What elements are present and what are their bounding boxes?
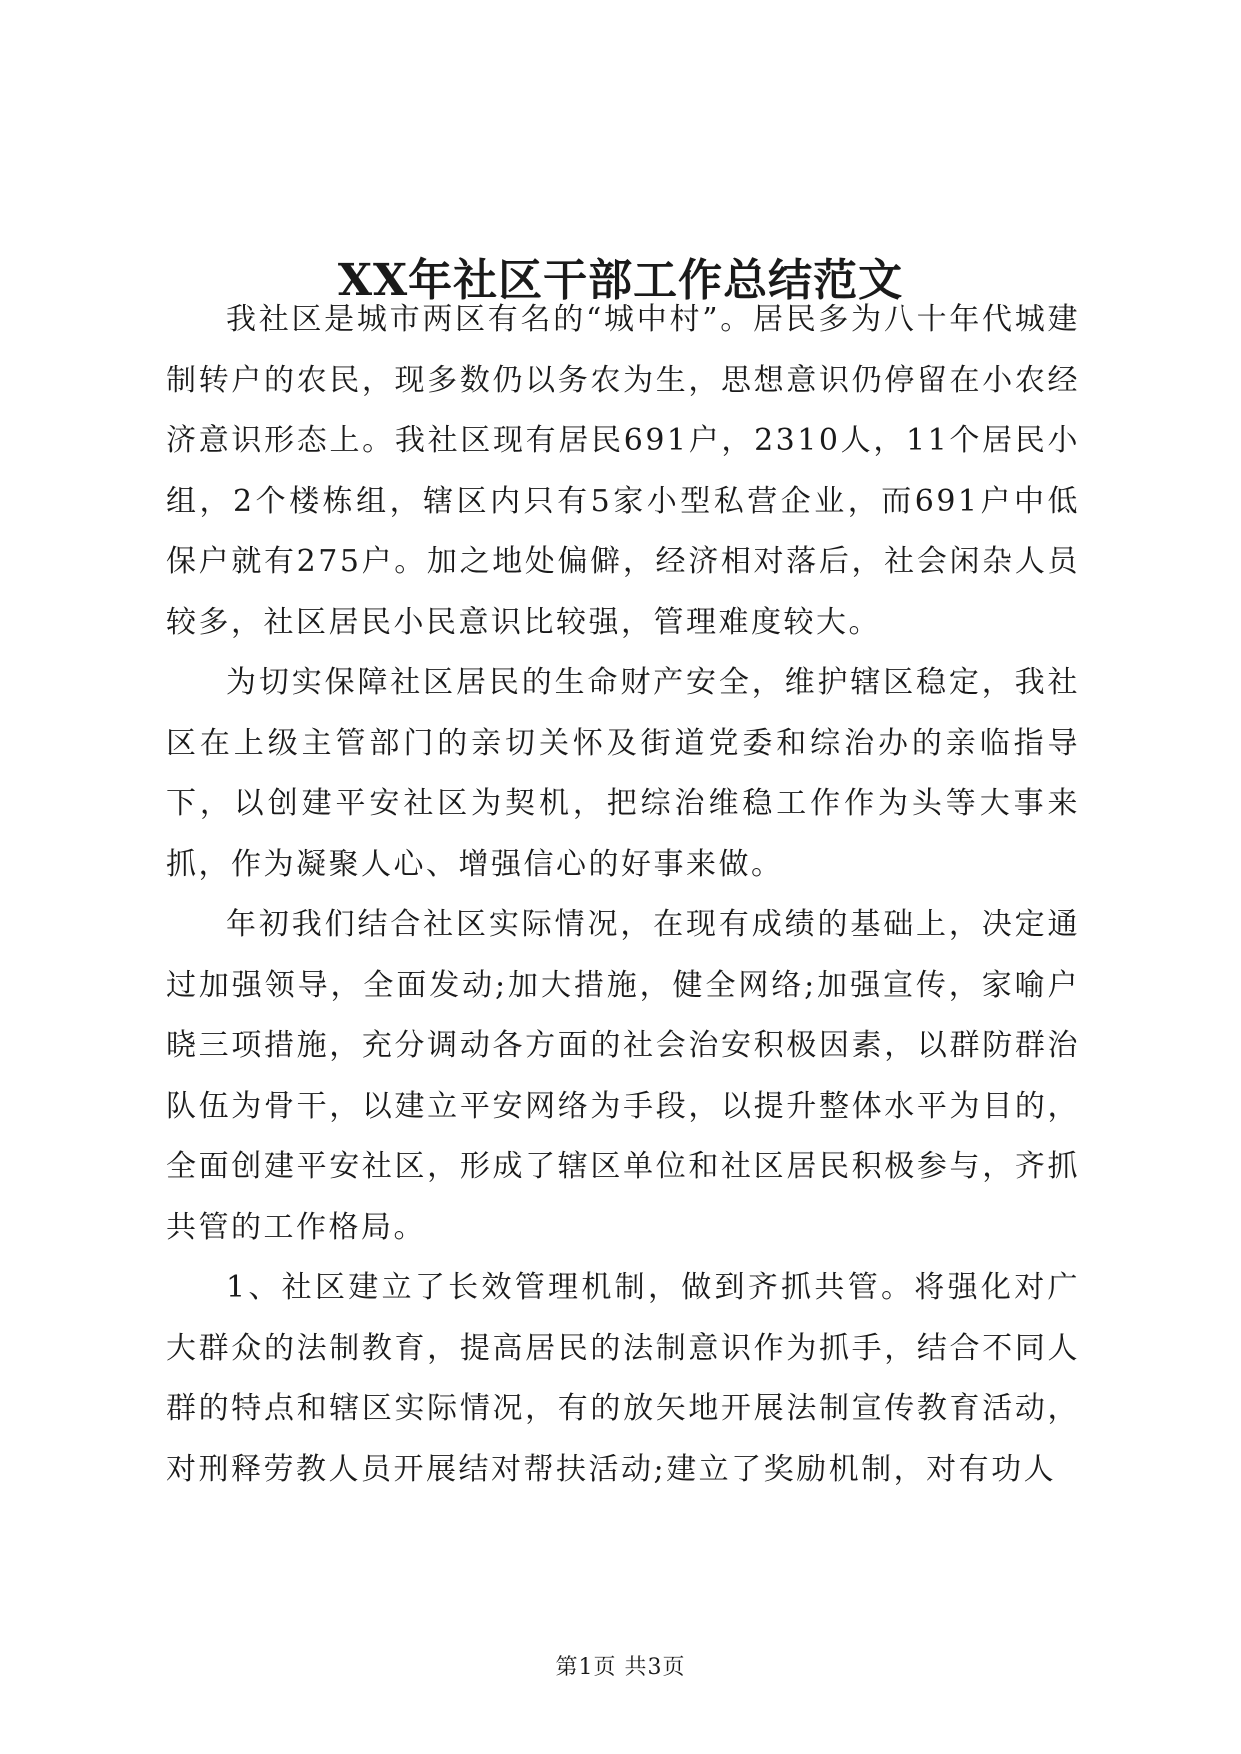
document-body (166, 290, 1080, 1500)
paragraph-2: 为切实保障社区居民的生命财产安全，维护辖区稳定，我社区在上级主管部门的亲切关怀及街道党委和综治办的亲临指导下，以创建平安社区为契机，把综治维稳工作作为头等大事来抓，作为凝聚人心、增强信心的好事来做。 (166, 665, 1080, 882)
page-number-footer: 第1页 共3页 (555, 1655, 686, 1680)
document-title: XX年社区干部工作总结范文 (337, 255, 904, 307)
paragraph-3: 年初我们结合社区实际情况，在现有成绩的基础上，决定通过加强领导，全面发动;加大措施，健全网络;加强宣传，家喻户晓三项措施，充分调动各方面的社会治安积极因素，以群防群治队伍为骨干，以建立平安网络为手段，以提升整体水平为目的，全面创建平安社区，形成了辖区单位和社区居民积极参与，齐抓共管的工作格局。 (166, 907, 1080, 1245)
paragraph-4: 1、社区建立了长效管理机制，做到齐抓共管。将强化对广大群众的法制教育，提高居民的法制意识作为抓手，结合不同人群的特点和辖区实际情况，有的放矢地开展法制宣传教育活动，对刑释劳教人员开展结对帮扶活动;建立了奖励机制，对有功人 (166, 1270, 1080, 1487)
paragraph-1: 我社区是城市两区有名的“城中村”。居民多为八十年代城建制转户的农民，现多数仍以务农为生，思想意识仍停留在小农经济意识形态上。我社区现有居民691户，2310人，11个居民小组，2个楼栋组，辖区内只有5家小型私营企业，而691户中低保户就有275户。加之地处偏僻，经济相对落后，社会闲杂人员较多，社区居民小民意识比较强，管理难度较大。 (166, 302, 1080, 640)
